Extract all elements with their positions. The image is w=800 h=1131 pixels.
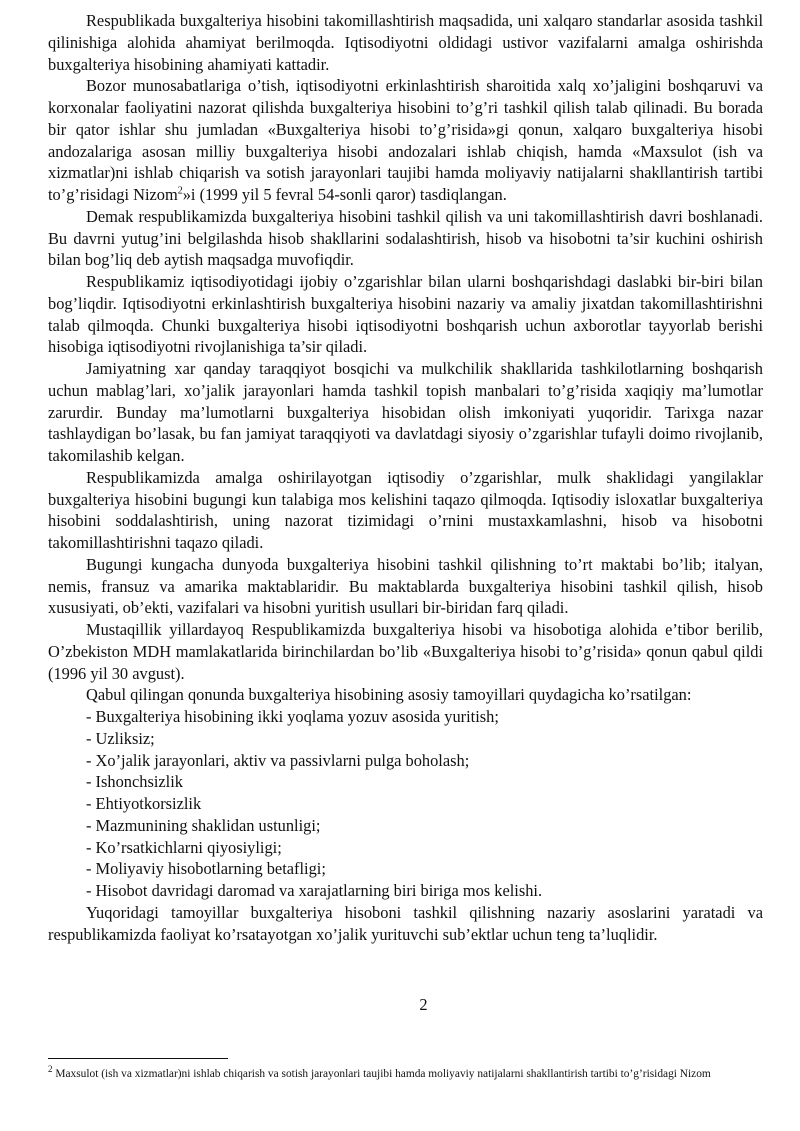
footnote-marker: 2: [48, 1064, 53, 1075]
paragraph: Bugungi kungacha dunyoda buxgalteriya hisobini tashkil qilishning to’rt maktabi bo’lib; italyan, nemis, fransuz va amarika maktablaridir. Bu maktablarda buxgalteriya hisobini tashkil qilish, hisob xususiyati, ob’ekti, vazifalari va hisobni yuritish usullari bir-biridan farq qiladi.: [48, 554, 763, 618]
list-item: - Xo’jalik jarayonlari, aktiv va passivlarni pulga boholash;: [86, 750, 470, 770]
list-item: - Buxgalteriya hisobining ikki yoqlama yozuv asosida yuritish;: [86, 707, 499, 726]
list-item: - Ehtiyotkorsizlik: [86, 794, 202, 813]
paragraph: [48, 75, 763, 206]
list-item: - Ishonchsizlik: [86, 772, 183, 792]
paragraph: Jamiyatning xar qanday taraqqiyot bosqichi va mulkchilik shakllarida tashkilotlarning boshqarish uchun mablag’lari, xo’jalik jarayonlari hamda tashkil topish manbalari to’g’risida xaqiqiy ma’lumotlar zarurdir. Bunday ma’lumotlarni buxgalteriya hisobidan olish imkoniyati yuqoridir. Tarixga nazar tashlaydigan bo’lasak, bu fan jamiyat taraqqiyoti va davlatdagi siyosiy o’zgarishlar tufayli doimo rivojlanib, takomilashib kelgan.: [48, 359, 763, 465]
paragraph-text: »i (1999 yil 5 fevral 54-sonli qaror) tasdiqlangan.: [182, 185, 507, 204]
paragraph: Respublikamiz iqtisodiyotidagi ijobiy o’zgarishlar bilan ularni boshqarishdagi daslabki bir-biri bilan bog’liqdir. Iqtisodiyotni erkinlashtirish buxgalteriya hisobini nazariy va amaliy jixatdan takomillashtirishni talab qilmoqda. Chunki buxgalteriya hisobi iqtisodiyotni boshqarish uchun axborotlar tayyorlab berishi hisobiga iqtisodiyotni rivojlanishiga ta’sir qiladi.: [48, 272, 763, 357]
list-item: - Hisobot davridagi daromad va xarajatlarning biri biriga mos kelishi.: [86, 881, 543, 900]
paragraph: Yuqoridagi tamoyillar buxgalteriya hisoboni tashkil qilishning nazariy asoslarini yaratadi va respublikamizda faoliyat ko’rsatayotgan xo’jalik yurituvchi sub’ektlar uchun teng ta’luqlidir.: [48, 902, 763, 944]
footnote: [48, 1066, 763, 1083]
body-text: [48, 10, 763, 945]
list-item: - Mazmunining shaklidan ustunligi;: [86, 815, 321, 835]
footnote-text: Maxsulot (ish va xizmatlar)ni ishlab chiqarish va sotish jarayonlari taujibi hamda moliyaviy natijalarni shakllantirish tartibi to’g’risidagi Nizom: [52, 1068, 711, 1080]
paragraph: Qabul qilingan qonunda buxgalteriya hisobining asosiy tamoyillari quydagicha ko’rsatilgan:: [86, 685, 692, 705]
paragraph: Mustaqillik yillardayoq Respublikamizda buxgalteriya hisobi va hisobotiga alohida e’tibor berilib, O’zbekiston MDH mamlakatlarida birinchilardan bo’lib «Buxgalteriya hisobi to’g’risida» qonun qabul qildi (1996 yil 30 avgust).: [48, 620, 763, 683]
list-item: - Ko’rsatkichlarni qiyosiyligi;: [86, 837, 282, 857]
list-item: - Uzliksiz;: [86, 728, 155, 748]
footnote-reference[interactable]: 2: [177, 185, 183, 197]
paragraph: Respublikada buxgalteriya hisobini takomillashtirish maqsadida, uni xalqaro standarlar asosida tashkil qilinishiga alohida ahamiyat berilmoqda. Iqtisodiyotni oldidagi ustivor vazifalarni amalga oshirishda buxgalteriya hisobining ahamiyati kattadir.: [48, 11, 763, 74]
principles-list: [48, 706, 763, 902]
page-number: 2: [419, 995, 428, 1014]
paragraph-text: Bozor munosabatlariga o’tish, iqtisodiyotni erkinlashtirish sharoitida xalq xo’jaligini boshqaruvi va korxonalar faoliyatini nazorat qilishda buxgalteriya hisobini to’g’ri tashkil qilish talab qilinadi. Bu borada bir qator ishlar shu jumladan «Buxgalteriya hisobi to’g’risida»gi qonun, xalqaro buxgalteriya hisobi andozalariga asosan milliy buxgalteriya hisobi andozalari ishlab chiqish, hamda «Maxsulot (ish va xizmatlar)ni ishlab chiqarish va sotish jarayonlari taujibi hamda moliyaviy natijalarni shakllantirish tartibi to’g’risidagi Nizom: [48, 76, 763, 204]
list-item: - Moliyaviy hisobotlarning betafligi;: [86, 859, 326, 879]
paragraph: Demak respublikamizda buxgalteriya hisobini tashkil qilish va uni takomillashtirish davri boshlanadi. Bu davrni yutug’ini belgilashda hisob shakllarini sodalashtirish, hisob va hisobotni ta’sir kuchini oshirish bilan bog’liq deb aytish maqsadga muvofiqdir.: [48, 206, 763, 270]
paragraph: Respublikamizda amalga oshirilayotgan iqtisodiy o’zgarishlar, mulk shaklidagi yangilaklar buxgalteriya hisobini bugungi kun talabiga mos kelishini taqazo qilmoqda. Iqtisodiy isloxatlar buxgalteriya hisobini soddalashtirish, uning nazorat tizimidagi o’rnini mustaxkamlashni, hisob va hisobotni takomillashtirishni taqazo qiladi.: [48, 467, 763, 552]
footnote-divider: [48, 1058, 228, 1059]
